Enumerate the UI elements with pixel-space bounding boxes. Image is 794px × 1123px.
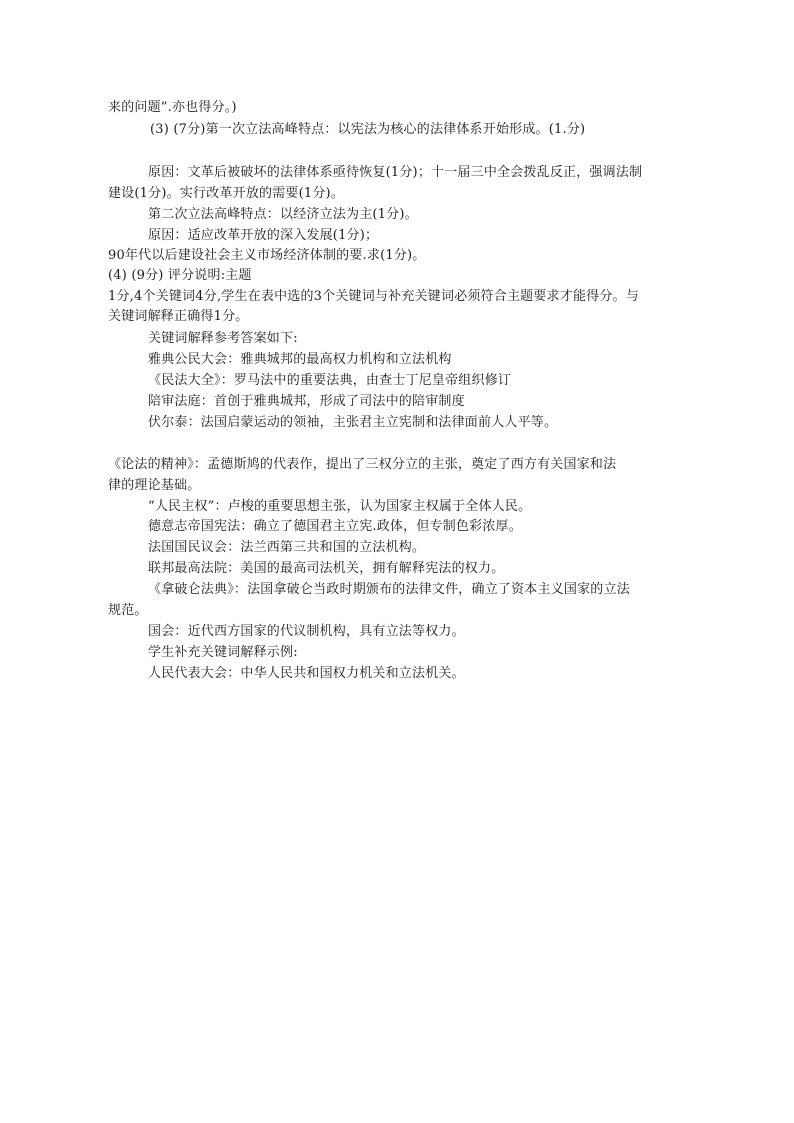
text-line: “人民主权”：卢梭的重要思想主张，认为国家主权属于全体人民。: [148, 499, 532, 514]
text-line: 原因：文革后被破坏的法律体系亟待恢复(1分)；十一届三中全会拨乱反正，强调法制: [148, 165, 643, 180]
text-line: 法国国民议会：法兰西第三共和国的立法机构。: [148, 540, 426, 555]
text-line: 国会：近代西方国家的代议制机构，具有立法等权力。: [148, 624, 465, 639]
text-line: 《民法大全》：罗马法中的重要法典，由查士丁尼皇帝组织修订: [148, 373, 512, 388]
text-line: 陪审法庭：首创于雅典城邦，形成了司法中的陪审制度: [148, 394, 465, 409]
text-line: (3) (7分)第一次立法高峰特点：以宪法为核心的法律体系开始形成。(1.分): [150, 122, 586, 137]
text-line: 《拿破仑法典》：法国拿破仑当政时期颁布的法律文件，确立了资本主义国家的立法: [148, 582, 630, 597]
text-line: 人民代表大会：中华人民共和国权力机关和立法机关。: [148, 666, 465, 681]
text-line: 1分,4个关键词4分,学生在表中选的3个关键词与补充关键词必须符合主题要求才能得分。与: [108, 289, 639, 304]
text-line: 90年代以后建设社会主义市场经济体制的要.求(1分)。: [108, 248, 426, 263]
text-line: 学生补充关键词解释示例:: [148, 645, 298, 660]
text-line: 联邦最高法院：美国的最高司法机关，拥有解释宪法的权力。: [148, 561, 505, 576]
text-line: 建设(1分)。实行改革开放的需要(1分)。: [108, 186, 345, 201]
text-line: 《论法的精神》：孟德斯鸠的代表作，提出了三权分立的主张，奠定了西方有关国家和法: [108, 457, 617, 472]
text-line: 德意志帝国宪法：确立了德国君主立宪.政体，但专制色彩浓厚。: [148, 519, 522, 534]
text-line: 伏尔泰：法国启蒙运动的领袖，主张君主立宪制和法律面前人人平等。: [148, 415, 558, 430]
text-line: 律的理论基础。: [108, 478, 201, 493]
text-line: (4) (9分) 评分说明:主题: [108, 268, 252, 283]
text-line: 原因：适应改革开放的深入发展(1分)；: [148, 228, 379, 243]
text-line: 雅典公民大会：雅典城邦的最高权力机构和立法机构: [148, 352, 452, 367]
text-line: 来的问题”.亦也得分。): [108, 100, 237, 115]
text-line: 第二次立法高峰特点：以经济立法为主(1分)。: [148, 207, 418, 222]
text-line: 规范。: [108, 603, 148, 618]
text-line: 关键词解释参考答案如下:: [148, 331, 298, 346]
text-line: 关键词解释正确得1分。: [108, 309, 249, 324]
